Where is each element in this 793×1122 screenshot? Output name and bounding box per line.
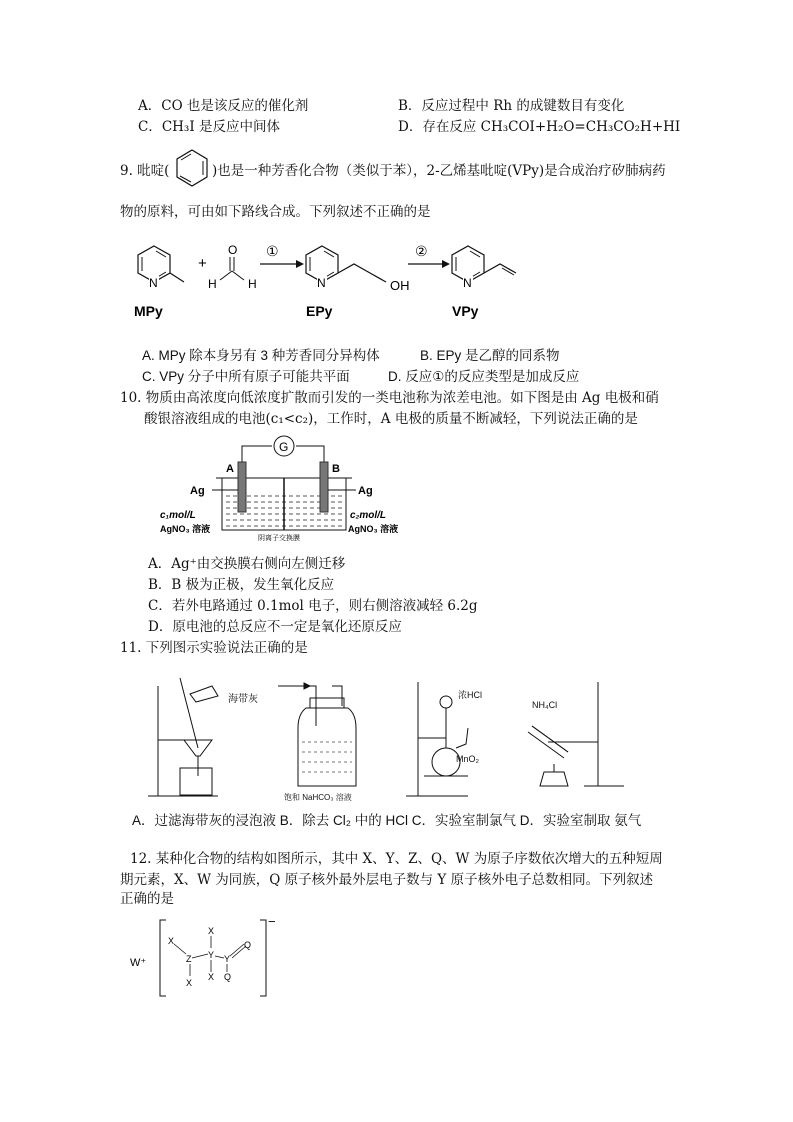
mpy-n-atom: N bbox=[149, 276, 158, 290]
ammonia-apparatus bbox=[528, 682, 624, 786]
o-atom: O bbox=[228, 243, 238, 257]
q9-option-a: A. MPy 除本身另有 3 种芳香同分异构体 bbox=[142, 348, 380, 363]
svg-text:A: A bbox=[226, 463, 234, 475]
charge-minus: − bbox=[268, 914, 276, 929]
svg-text:B: B bbox=[332, 463, 340, 475]
svg-text:Y: Y bbox=[208, 950, 215, 960]
q8-option-b: B．反应过程中 Rh 的成键数目有变化 bbox=[398, 98, 625, 114]
q11-captions: A．过滤海带灰的浸泡液 B．除去 Cl₂ 中的 HCl C．实验室制氯气 D．实验室制取 氨气 bbox=[132, 813, 642, 828]
q10-option-d: D．原电池的总反应不一定是氧化还原反应 bbox=[148, 619, 402, 635]
svg-text:c₁mol/L: c₁mol/L bbox=[160, 510, 196, 521]
concentration-cell-diagram bbox=[160, 432, 420, 544]
ash-label: 海带灰 bbox=[228, 694, 258, 705]
q9-stem-rest: )也是一种芳香化合物（类似于苯），2-乙烯基吡啶(VPy)是合成治疗矽肺病药 bbox=[212, 163, 666, 179]
svg-text:X: X bbox=[208, 972, 215, 982]
q10-option-a: A．Ag⁺由交换膜右侧向左侧迁移 bbox=[148, 556, 346, 572]
svg-text:G: G bbox=[279, 440, 289, 454]
svg-text:Y: Y bbox=[224, 954, 231, 964]
q8-option-c: C．CH₃I 是反应中间体 bbox=[138, 119, 280, 135]
svg-text:N: N bbox=[317, 276, 326, 290]
svg-text:X: X bbox=[186, 978, 193, 988]
epy-label: EPy bbox=[306, 303, 333, 319]
vpy-structure bbox=[452, 246, 516, 290]
q9-option-b: B. EPy 是乙醇的同系物 bbox=[420, 348, 560, 363]
w-cation: W⁺ bbox=[130, 957, 147, 969]
svg-text:Q: Q bbox=[224, 972, 232, 982]
nh4cl-label: NH₄Cl bbox=[532, 700, 558, 710]
q11-apparatus-figures bbox=[128, 668, 668, 808]
mpy-structure bbox=[138, 246, 184, 290]
gas-washing-bottle bbox=[278, 683, 356, 786]
ag-right-label: Ag bbox=[358, 485, 373, 497]
q9-stem-start: 9. 吡啶( bbox=[120, 163, 170, 179]
electrode-b bbox=[320, 462, 328, 512]
svg-text:c₂mol/L: c₂mol/L bbox=[350, 510, 387, 521]
q10-stem-line2: 酸银溶液组成的电池(c₁<c₂)，工作时，A 电极的质量不断减轻，下列说法正确的是 bbox=[144, 411, 638, 427]
q10-option-b: B．B 极为正极，发生氧化反应 bbox=[148, 577, 335, 593]
svg-text:H: H bbox=[208, 277, 217, 291]
svg-text:AgNO₃ 溶液: AgNO₃ 溶液 bbox=[160, 524, 211, 534]
q9-option-c: C. VPy 分子中所有原子可能共平面 bbox=[142, 369, 350, 384]
svg-text:X: X bbox=[168, 936, 175, 946]
mpy-label: MPy bbox=[134, 303, 163, 319]
q11-stem: 11. 下列图示实验说法正确的是 bbox=[120, 640, 308, 656]
step-1-label: ① bbox=[266, 243, 279, 259]
q8-option-a: A．CO 也是该反应的催化剂 bbox=[138, 98, 309, 114]
svg-text:AgNO₃ 溶液: AgNO₃ 溶液 bbox=[348, 524, 399, 534]
svg-text:N: N bbox=[463, 276, 472, 290]
q9-stem-line2: 物的原料，可由如下路线合成。下列叙述不正确的是 bbox=[120, 204, 431, 220]
ag-left-label: Ag bbox=[190, 485, 205, 497]
formaldehyde-structure bbox=[208, 243, 257, 291]
vpy-label: VPy bbox=[452, 303, 479, 319]
epy-structure bbox=[306, 246, 410, 293]
q9-option-d: D. 反应①的反应类型是加成反应 bbox=[388, 369, 580, 384]
q8-option-d: D．存在反应 CH₃COI+H₂O=CH₃CO₂H+HI bbox=[398, 119, 681, 135]
electrode-a bbox=[238, 462, 246, 512]
q12-stem-line3: 正确的是 bbox=[120, 891, 174, 907]
q12-stem-line2: 期元素，X、W 为同族，Q 原子核外最外层电子数与 Y 原子核外电子总数相同。下列叙述 bbox=[120, 872, 654, 888]
pyridine-structure bbox=[172, 146, 212, 190]
svg-text:X: X bbox=[208, 926, 215, 936]
mno2-label: MnO₂ bbox=[456, 754, 479, 764]
q12-structure bbox=[130, 914, 280, 1004]
svg-text:H: H bbox=[248, 277, 257, 291]
membrane-label: 阴离子交换膜 bbox=[258, 535, 300, 542]
q12-stem-line1: 12. 某种化合物的结构如图所示，其中 X、Y、Z、Q、W 为原子序数依次增大的五种短周 bbox=[130, 851, 663, 867]
plus-sign: + bbox=[198, 255, 207, 272]
hcl-label: 浓HCl bbox=[458, 690, 482, 700]
q9-reaction-scheme bbox=[120, 238, 540, 328]
step-2-label: ② bbox=[415, 243, 428, 259]
svg-text:Z: Z bbox=[186, 954, 192, 964]
nahco3-label: 饱和 NaHCO₃ 溶液 bbox=[284, 793, 352, 802]
svg-text:Q: Q bbox=[244, 940, 252, 950]
q10-option-c: C．若外电路通过 0.1mol 电子，则右侧溶液减轻 6.2g bbox=[148, 598, 478, 614]
oh-group: OH bbox=[390, 278, 410, 293]
filtration-apparatus bbox=[148, 678, 218, 796]
q10-stem-line1: 10. 物质由高浓度向低浓度扩散而引发的一类电池称为浓差电池。如下图是由 Ag 电极和硝 bbox=[120, 390, 659, 406]
